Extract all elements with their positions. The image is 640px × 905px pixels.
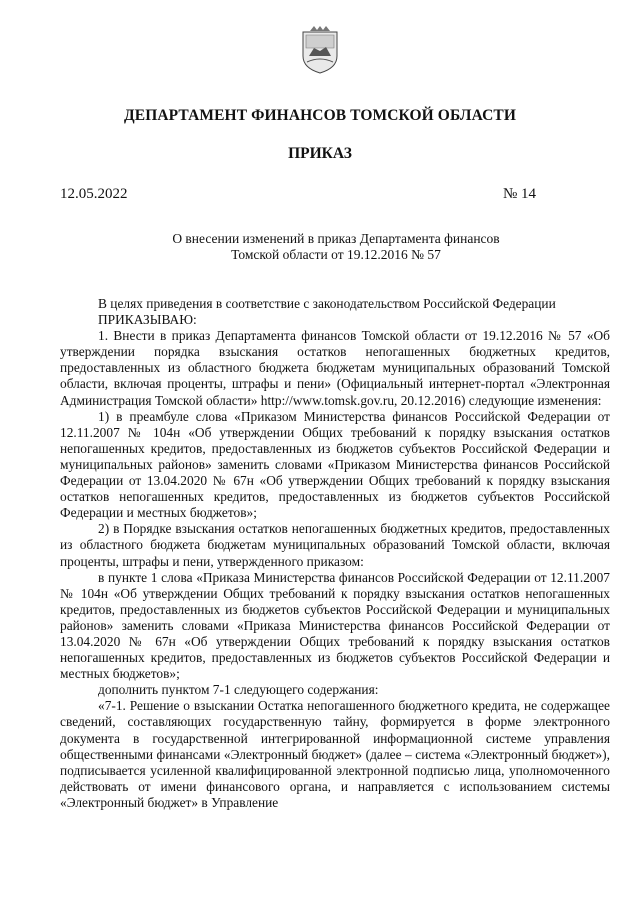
coat-of-arms-emblem	[300, 26, 340, 74]
subject-line-2: Томской области от 19.12.2016 № 57	[231, 247, 441, 262]
document-date: 12.05.2022	[60, 186, 128, 202]
subject-line-1: О внесении изменений в приказ Департамента финансов	[172, 231, 500, 246]
document-type-heading: ПРИКАЗ	[288, 145, 352, 162]
paragraph-3: 2) в Порядке взыскания остатков непогашенных бюджетных кредитов, предоставленных из областного бюджета бюджетам муниципальных образований Томской области, включая проценты, штрафы и пени, утвержденного приказом:	[60, 521, 610, 569]
paragraph-5: дополнить пунктом 7-1 следующего содержания:	[98, 682, 379, 698]
intro-paragraph: В целях приведения в соответствие с законодательством Российской Федерации	[98, 296, 556, 311]
department-heading: ДЕПАРТАМЕНТ ФИНАНСОВ ТОМСКОЙ ОБЛАСТИ	[124, 107, 516, 124]
paragraph-2: 1) в преамбуле слова «Приказом Министерства финансов Российской Федерации от 12.11.2007 № 104н «Об утверждении Общих требований к порядку взыскания остатков непогашенных кредитов, предоставленных из бюджетов субъектов Российской Федерации и муниципальных районов» заменить словами «Приказом Министерства финансов Российской Федерации от 13.04.2020 № 67н «Об утверждении Общих требований к порядку взыскания остатков непогашенных кредитов, предоставленных из бюджетов субъектов Российской Федерации и местных бюджетов»;	[60, 408, 610, 521]
order-word: ПРИКАЗЫВАЮ:	[98, 312, 197, 328]
document-subject	[0, 231, 640, 263]
paragraph-1: 1. Внести в приказ Департамента финансов Томской области от 19.12.2016 № 57 «Об утверждении порядка взыскания остатков непогашенных бюджетных кредитов, предоставленных из областного бюджета бюджетам муниципальных образований Томской области, включая проценты, штрафы и пени» (Официальный интернет-портал «Электронная Администрация Томской области» http://www.tomsk.gov.ru, 20.12.2016) следующие изменения:	[60, 328, 610, 408]
paragraph-6: «7-1. Решение о взыскании Остатка непогашенного бюджетного кредита, не содержащее сведений, составляющих государственную тайну, формируется в форме электронного документа в государственной интегрированной информационной системе управления общественными финансами «Электронный бюджет» (далее – система «Электронный бюджет»), подписывается усиленной квалифицированной электронной подписью лица, уполномоченного действовать от имени финансового органа, и направляется с использованием системы «Электронный бюджет» в Управление	[60, 698, 610, 810]
document-number: № 14	[502, 186, 536, 202]
document-body	[60, 296, 610, 811]
paragraph-4: в пункте 1 слова «Приказа Министерства финансов Российской Федерации от 12.11.2007 № 104н «Об утверждении Общих требований к порядку взыскания остатков непогашенных кредитов, предоставленных из бюджетов субъектов Российской Федерации и муниципальных районов» заменить словами «Приказа Министерства финансов Российской Федерации от 13.04.2020 № 67н «Об утверждении Общих требований к порядку взыскания остатков непогашенных кредитов, предоставленных из бюджетов субъектов Российской Федерации и местных бюджетов»;	[60, 569, 610, 682]
